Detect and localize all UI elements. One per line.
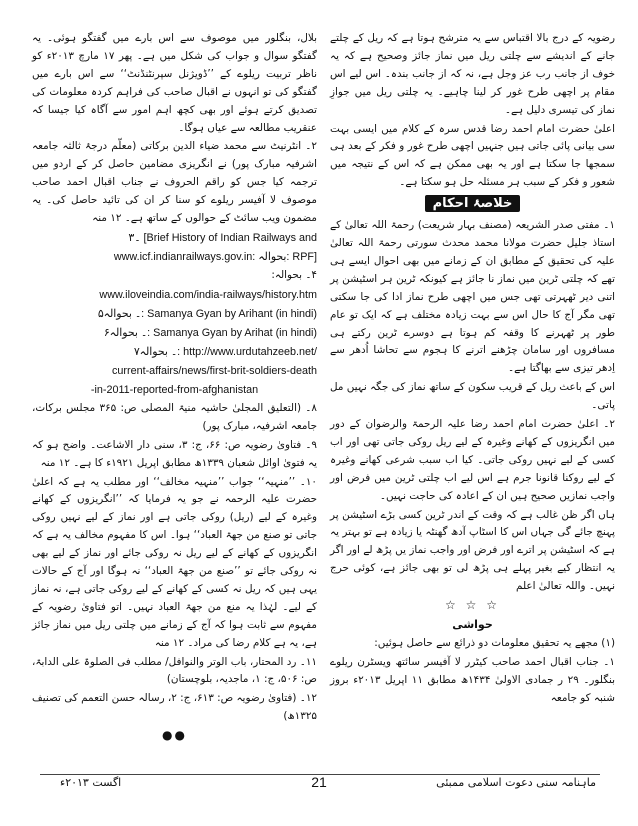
paragraph: رضویہ کے درج بالا اقتباس سے یہ مترشح ہوتا ہے کہ ریل کے چلتے جانے کے اندیشے سے چلتی ریل میں نماز جائز وصحیح ہے کہ یہ خوف از جانب رب عز وجل ہے، نہ کہ از جانب بندہ۔ اس لیے اس مقام پر اچھی طرح غور کر لینا چاہیے۔ یہ چلتی ریل میں جوازِ نماز کی تیسری دلیل ہے۔ [330, 32, 615, 116]
paragraph: ہاں اگر ظن غالب ہے کہ وقت کے اندر ٹرین کسی بڑے اسٹیشن پر پہنچ جائے گی جہاں اس کا اسٹاپ آدھ گھنٹہ یا زیادہ ہے تو بہتر یہ ہے کہ اسٹیشن پر اترے اور فرض اور واجب نماز یں پڑھ لے اور اگر یہ انتظار کیے بغیر پہلے ہی پڑھ لی تو بھی جائز ہے، کوئی حرج نہیں۔ واللہ تعالیٰ اعلم [330, 508, 615, 593]
page-footer [0, 776, 638, 796]
reference-line: ۳۔ [Brief History of Indian Railways and [128, 231, 317, 244]
reference-line: www.icf.indianrailways.gov.in: بحوالہ: RPF] [113, 250, 317, 263]
stars-divider: ☆ ☆ ☆ [445, 598, 500, 613]
footnote: ۲۔ انٹرنیٹ سے محمد ضیاء الدین برکاتی (معلّم درجۂ ثالثہ جامعہ اشرفیہ مبارک پور) نے انگریزی مضامین حاصل کر کے اردو میں ترجمہ کیا جس کو راقم الحروف نے جناب اقبال احمد صاحب موصوف لا آفیسر ریلوے کو سنا کر ان کی تائید حاصل کی۔ یہ مضمون ویب سائٹ کے حوالوں کے ساتھ ہے۔ ۱۲ منہ [32, 140, 317, 225]
reference-url: ۷۔ بحوالہ: http://www.urdutahzeeb.net/ [133, 345, 317, 358]
reference-line: ۴۔ بحوالہ: [271, 268, 317, 281]
notes-title: حواشی [452, 618, 493, 631]
paragraph: اعلیٰ حضرت امام احمد رضا قدس سرہ کے کلام میں ایسی بہت سی بیانی پائی جاتی ہیں جنہیں اچھی طرح غور و فکر کے بعد ہی سمجھا جا سکتا ہے اور یہ بھی ممکن ہے کہ اس کے نتیجہ میں شعور و فکر کے سبب ہر مسئلہ حل ہو سکتا ہے۔ [330, 122, 615, 189]
page-number: 21 [311, 774, 327, 790]
footnote: ۱۰۔ ’’منہیہ‘‘ جواب ’’منہیہ مخالف‘‘ اور مطلب یہ ہے کہ اعلیٰ حضرت علیہ الرحمہ نے جو یہ فرمایا کہ ’’انگریزوں کے کھانے وغیرہ کے لیے (ریل) روکی جاتی ہے اور نماز کے لیے نہیں روکی جاتی تو صنع من جھۃ العباد‘‘ ہوا۔ اس کا مفہوم مخالف یہ ہے کہ انگریزوں کے کھانے کے لیے ریل نہ روکی جائے اور نماز کے لیے بھی نہ روکی جائے تو ’’صنع من جھۃ العباد‘‘ نہ ہوگا اور آج کے حالات یہی ہیں کہ ریل نہ کسی کے کھانے کے لیے روکی جاتی ہے، نہ نماز کے لیے۔ لہٰذا یہ منع من جھۃ العباد نہیں۔ اتو فتاویٰ رضویہ کے مفہوم سے ثابت ہوا کہ آج کے زمانے میں چلتی ریل میں نماز جائز ہے، یہ ہے کلام رضا کی مراد۔ ۱۲ منہ [32, 475, 317, 649]
footnote: ۸۔ (التعلیق المجلیٰ حاشیہ منیۃ المصلی ص: ۳۶۵ مجلس برکات، جامعہ اشرفیہ، مبارک پور) [32, 401, 317, 432]
reference-url: www.iloveindia.com/india-railways/history.htm [99, 288, 317, 301]
footnote: ۱۲۔ (فتاویٰ رضویہ ص: ۶۱۳، ج: ۲، رسالہ حسن التعمم کی تصنیف ۱۳۲۵ھ) [32, 692, 317, 723]
reference-url: -in-2011-reported-from-afghanistan [90, 383, 259, 396]
paragraph: ۲۔ اعلیٰ حضرت امام احمد رضا علیہ الرحمۃ والرضوان کے دور میں انگریزوں کے کھانے وغیرہ کے لیے ریل روکی جاتی تھی اور اب کسی کے لیے نہیں روکی جاتی۔ کیا اب سبب شرعی کھانے وغیرہ کے لیے روکنا قانونا جرم ہے اس لیے اب چلتی ٹرین میں فرض اور واجب نمازیں صحیح ہیں ان کے اعادہ کی حاجت نہیں۔ [330, 418, 615, 502]
footnote: ۱۱۔ رد المحتار، باب الوتر والنوافل/ مطلب فی الصلوۃ علی الدابۃ، ص: ۵۰۶، ج: ۱، ماجدیہ، بلوچستان) [32, 655, 317, 686]
end-dots: ●● [162, 728, 187, 743]
footnote: ۹۔ فتاویٰ رضویہ ص: ۶۶، ج: ۳، سنی دار الاشاعت۔ واضح ہو کہ یہ فتویٰ اوائل شعبان ۱۳۳۹ھ مطابق اپریل ۱۹۲۱ء کا ہے۔ ۱۲ منہ [32, 438, 317, 469]
section-heading [330, 195, 615, 213]
reference-line: ۶۔ بحوالہ: Samanya Gyan by Arihat (in hindi) [103, 326, 317, 339]
issue-date: اگست ۲۰۱۳ء [60, 776, 122, 789]
right-column [330, 30, 615, 709]
left-column [32, 30, 317, 746]
footnote: (۱) مجھے یہ تحقیق معلومات دو ذرائع سے حاصل ہوئیں: [374, 636, 615, 649]
paragraph: ۱۔ مفتی صدر الشریعہ (مصنف بہار شریعت) رحمۃ اللہ تعالیٰ کے استاذ جلیل حضرت مولانا محمد محدث سورتی رحمۃ اللہ تعالیٰ علیہ کی تحقیق کے مطابق ان کے زمانے میں بھی احوال ایسے ہی تھے کہ چلتی ٹرین میں نماز نا جائز ہے کیونکہ ٹرین ہر اسٹیشن پر اتنی دیر ٹھہرتی تھی جس میں اچھی طرح نماز ادا کی جا سکتی تھی مگر آج کا حال اس سے بہت زیادہ مختلف ہے کہ ایک تو عام طور پر ٹھہرنے کا وقفہ کم ہوتا ہے دوسرے ٹرین رکتے ہی مسافروں اور سامان چڑھنے اترنے کا ہجوم سے تحاشا اُدھر سے اِدھر تیزی سے بھاگتا ہے۔ [330, 219, 615, 375]
section-heading-text: خلاصۂ احکام [425, 195, 521, 212]
reference-line: ۵۔ بحوالہ: Samanya Gyan by Arihant (in hindi) [97, 307, 317, 320]
reference-url: current-affairs/news/first-brit-soldiers-death [111, 364, 317, 377]
paragraph: اس کے باعث ریل کے قریب سکون کے ساتھ نماز کی جگہ نہیں مل پاتی۔ [330, 381, 615, 412]
magazine-name: ماہنامہ سنی دعوت اسلامی ممبئی [436, 776, 596, 789]
footnote: بلال، بنگلور میں موصوف سے اس بارے میں گفتگو ہوئی۔ یہ گفتگو سوال و جواب کی شکل میں ہے۔ پھر ۱۷ مارچ ۲۰۱۳ء کو ناظر تربیت ریلوے کے ’’ڈویژنل سپرنٹنڈنٹ‘‘ سے اس بارے میں گفتگو کی تو انہوں نے اقبال صاحب کی فراہم کردہ معلومات کی تصدیق کرتے ہوئے اور بھی کچھ اہم امور سے آگاہ کیا جیسا کہ عنقریب مطالعہ سے عیاں ہوگا۔ [32, 32, 317, 134]
footnote: ۱۔ جناب اقبال احمد صاحب کیٹرر لا آفیسر سائتھ ویسٹرن ریلوے بنگلور۔ ۲۹ ر جمادی الاولیٰ ۱۴۳۴ھ مطابق ۱۱ اپریل ۲۰۱۳ء بروز شنبہ کو جامعہ [330, 655, 615, 704]
